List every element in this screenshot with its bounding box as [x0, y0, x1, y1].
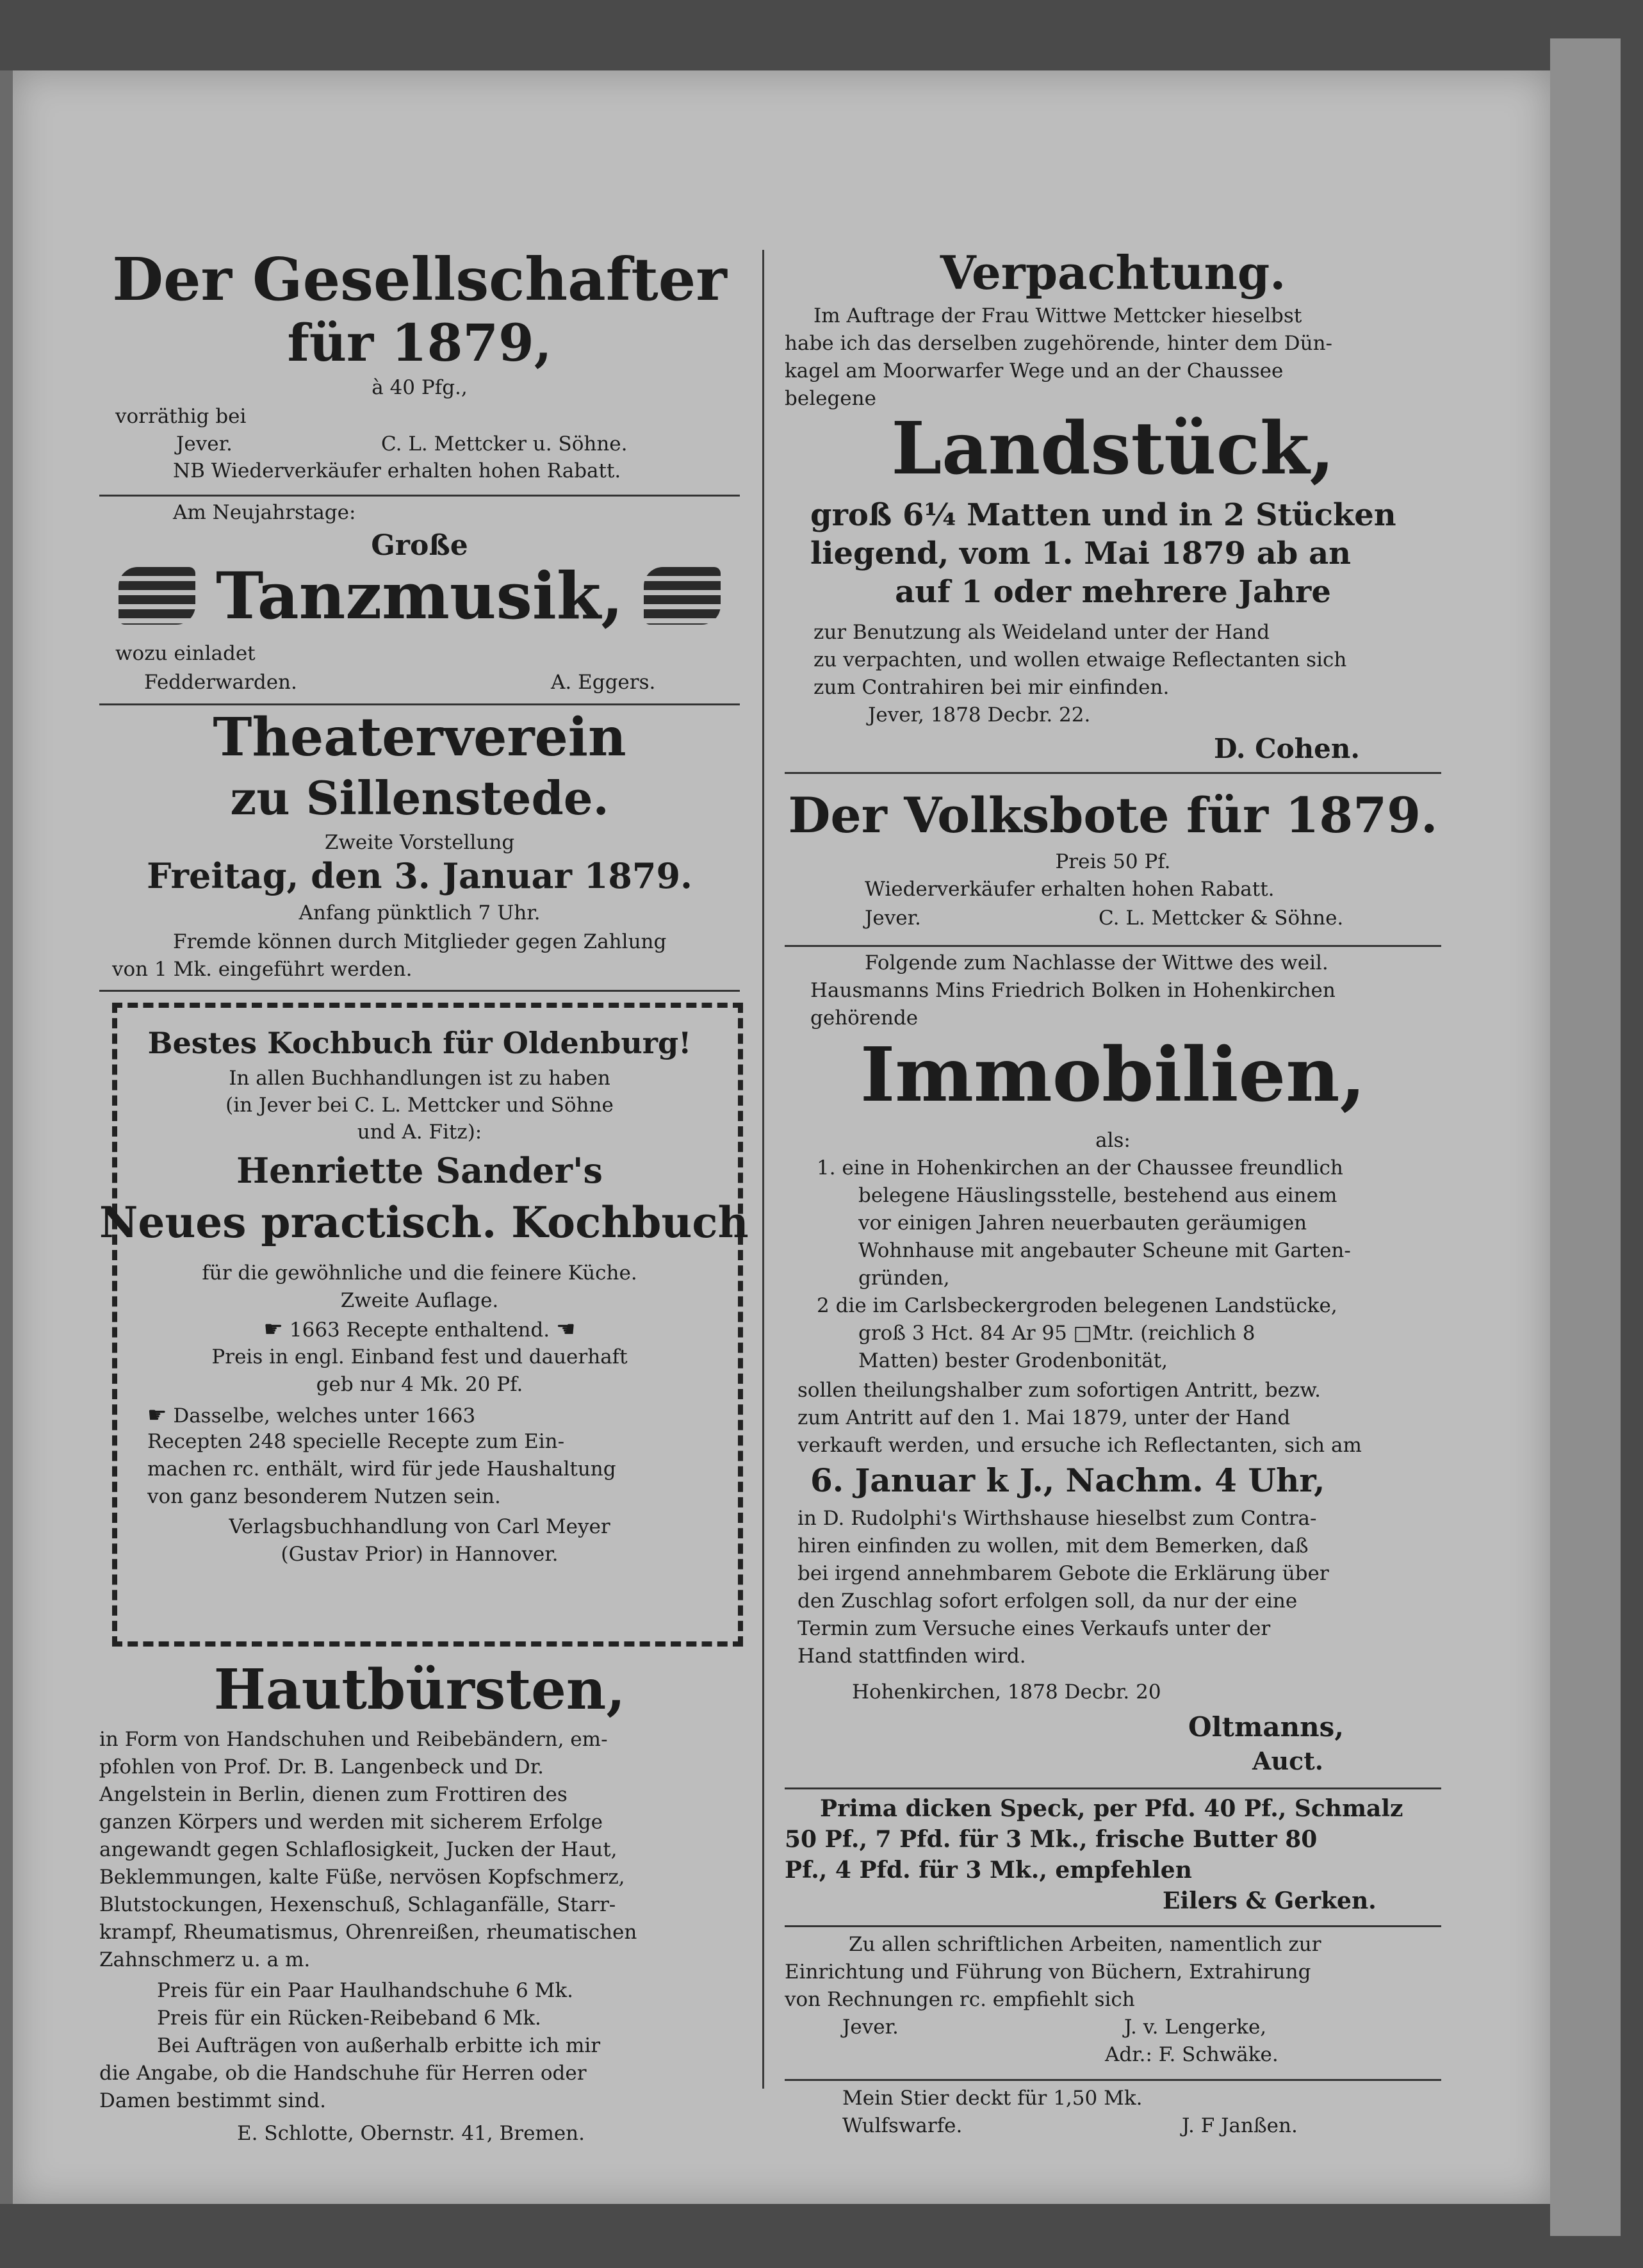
kochbuch-recipes — [99, 1319, 740, 1340]
page-edge — [1550, 38, 1621, 2236]
immobilien-item: Matten) bester Grodenbonität, — [858, 1349, 1168, 1372]
pointing-finger-icon: ☚ — [555, 1317, 576, 1342]
immobilien-role: Auct. — [1252, 1746, 1324, 1775]
rule — [785, 945, 1441, 947]
verpachtung-m2: liegend, vom 1. Mai 1879 ab an — [810, 536, 1352, 571]
immobilien-t1: sollen theilungshalber zum sofortigen Antritt, bezw. — [797, 1379, 1321, 1402]
volksbote-seller: C. L. Mettcker & Söhne. — [1099, 907, 1344, 930]
kochbuch-l4: für die gewöhnliche und die feinere Küche. — [202, 1261, 637, 1285]
verpachtung-big: Landstück, — [891, 407, 1335, 491]
gesellschafter-note: NB Wiederverkäufer erhalten hohen Rabatt. — [173, 459, 621, 482]
hautbuersten-o2: die Angabe, ob die Handschuhe für Herren oder — [99, 2062, 587, 2085]
verpachtung-line: belegene — [785, 387, 876, 410]
column-divider — [762, 250, 764, 2089]
tanzmusik-intro: Am Neujahrstage: — [173, 501, 356, 524]
verpachtung-m3: auf 1 oder mehrere Jahre — [895, 574, 1331, 610]
immobilien-u6: Hand stattfinden wird. — [797, 1645, 1026, 1668]
immobilien-item: 1. eine in Hohenkirchen an der Chaussee freundlich — [817, 1156, 1343, 1179]
hautbuersten-line: krampf, Rheumatismus, Ohrenreißen, rheumatischen — [99, 1921, 637, 1944]
speck-l3: Pf., 4 Pfd. für 3 Mk., empfehlen — [785, 1857, 1192, 1884]
theater-start: Anfang pünktlich 7 Uhr. — [298, 901, 541, 924]
speck-l2: 50 Pf., 7 Pfd. für 3 Mk., frische Butter 80 — [785, 1826, 1318, 1853]
arbeiten-l3: von Rechnungen rc. empfiehlt sich — [785, 1988, 1135, 2011]
theater-show: Zweite Vorstellung — [324, 831, 515, 854]
theater-line2: von 1 Mk. eingeführt werden. — [112, 958, 413, 981]
arbeiten-name: J. v. Lengerke, — [1124, 2016, 1267, 2039]
volksbote-title: Der Volksbote für 1879. — [788, 787, 1438, 844]
pointing-finger-icon: ☛ — [147, 1402, 167, 1428]
tanzmusik-place: Fedderwarden. — [144, 671, 297, 694]
kochbuch-title: Neues practisch. Kochbuch — [99, 1197, 749, 1247]
verpachtung-s3: zum Contrahiren bei mir einfinden. — [813, 676, 1170, 699]
immobilien-item: Wohnhause mit angebauter Scheune mit Garten- — [858, 1239, 1351, 1262]
immobilien-u5: Termin zum Versuche eines Verkaufs unter der — [797, 1617, 1271, 1640]
immobilien-u1: in D. Rudolphi's Wirthshause hieselbst zum Contra- — [797, 1507, 1317, 1530]
immobilien-u2: hiren einfinden zu wollen, mit dem Bemerken, daß — [797, 1534, 1309, 1557]
hautbuersten-p2: Preis für ein Rücken-Reibeband 6 Mk. — [157, 2007, 541, 2030]
kochbuch-b1-text: Dasselbe, welches unter 1663 — [173, 1404, 476, 1427]
immobilien-i2: Hausmanns Mins Friedrich Bolken in Hohenkirchen — [810, 979, 1336, 1002]
hautbuersten-line: in Form von Handschuhen und Reibebändern, em- — [99, 1728, 608, 1751]
pointing-finger-icon: ☛ — [263, 1317, 284, 1342]
kochbuch-b3: machen rc. enthält, wird für jede Haushaltung — [147, 1458, 616, 1481]
immobilien-item: belegene Häuslingsstelle, bestehend aus einem — [858, 1184, 1337, 1207]
hautbuersten-o1: Bei Aufträgen von außerhalb erbitte ich mir — [157, 2034, 601, 2057]
immobilien-i3: gehörende — [810, 1007, 919, 1030]
immobilien-item: vor einigen Jahren neuerbauten geräumigen — [858, 1212, 1307, 1235]
gesellschafter-place: Jever. — [176, 432, 233, 456]
kochbuch-l3: und A. Fitz): — [357, 1121, 482, 1144]
immobilien-u3: bei irgend annehmbarem Gebote die Erklärung über — [797, 1562, 1329, 1585]
theater-subtitle: zu Sillenstede. — [230, 771, 609, 825]
kochbuch-price1: Preis in engl. Einband fest und dauerhaft — [211, 1345, 628, 1368]
verpachtung-title: Verpachtung. — [940, 245, 1286, 300]
immobilien-als: als: — [1095, 1129, 1131, 1152]
stier-l1: Mein Stier deckt für 1,50 Mk. — [842, 2087, 1143, 2110]
theater-line1: Fremde können durch Mitglieder gegen Zahlung — [173, 930, 667, 953]
tanzmusik-title: Tanzmusik, — [215, 558, 624, 634]
hautbuersten-line: Zahnschmerz u. a m. — [99, 1948, 311, 1971]
immobilien-date: 6. Januar k J., Nachm. 4 Uhr, — [810, 1461, 1325, 1499]
immobilien-u4: den Zuschlag sofort erfolgen soll, da nur der eine — [797, 1590, 1298, 1613]
arbeiten-place: Jever. — [842, 2016, 899, 2039]
tanzmusik-pre: Große — [371, 529, 468, 562]
hautbuersten-line: Angelstein in Berlin, dienen zum Frottiren des — [99, 1783, 568, 1806]
immobilien-title: Immobilien, — [860, 1031, 1366, 1119]
hautbuersten-line: Blutstockungen, Hexenschuß, Schlaganfälle, Starr- — [99, 1893, 616, 1916]
rule — [785, 2079, 1441, 2081]
kochbuch-publisher2: (Gustav Prior) in Hannover. — [281, 1543, 559, 1566]
speck-sign: Eilers & Gerken. — [1163, 1887, 1377, 1914]
hautbuersten-p1: Preis für ein Paar Haulhandschuhe 6 Mk. — [157, 1979, 573, 2002]
theater-date: Freitag, den 3. Januar 1879. — [147, 855, 692, 896]
kochbuch-publisher1: Verlagsbuchhandlung von Carl Meyer — [229, 1515, 610, 1538]
kochbuch-price2: geb nur 4 Mk. 20 Pf. — [316, 1373, 523, 1396]
verpachtung-m1: groß 6¼ Matten und in 2 Stücken — [810, 497, 1396, 533]
kochbuch-b1 — [147, 1404, 475, 1426]
tanzmusik-invite: wozu einladet — [115, 642, 256, 665]
kochbuch-headline: Bestes Kochbuch für Oldenburg! — [147, 1026, 692, 1060]
immobilien-sign: Oltmanns, — [1188, 1711, 1344, 1743]
rule — [785, 772, 1441, 774]
hautbuersten-line: pfohlen von Prof. Dr. B. Langenbeck und Dr. — [99, 1755, 544, 1779]
gesellschafter-price: à 40 Pfg., — [372, 376, 468, 399]
kochbuch-b4: von ganz besonderem Nutzen sein. — [147, 1485, 501, 1508]
rule — [99, 703, 740, 705]
immobilien-t2: zum Antritt auf den 1. Mai 1879, unter der Hand — [797, 1406, 1291, 1429]
rule — [785, 1787, 1441, 1789]
verpachtung-line: Im Auftrage der Frau Wittwe Mettcker hieselbst — [813, 304, 1302, 327]
arbeiten-l2: Einrichtung und Führung von Büchern, Extrahirung — [785, 1960, 1311, 1984]
immobilien-item: groß 3 Hct. 84 Ar 95 □Mtr. (reichlich 8 — [858, 1322, 1255, 1345]
left-column — [99, 167, 749, 2217]
hautbuersten-title: Hautbürsten, — [213, 1657, 626, 1722]
speck-l1: Prima dicken Speck, per Pfd. 40 Pf., Schmalz — [820, 1795, 1403, 1822]
stier-name: J. F Janßen. — [1182, 2114, 1298, 2137]
immobilien-item: 2 die im Carlsbeckergroden belegenen Landstücke, — [817, 1294, 1337, 1317]
gesellschafter-available: vorräthig bei — [115, 405, 247, 428]
kochbuch-b2: Recepten 248 specielle Recepte zum Ein- — [147, 1430, 565, 1453]
arbeiten-l1: Zu allen schriftlichen Arbeiten, namentlich zur — [849, 1933, 1321, 1956]
gesellschafter-seller: C. L. Mettcker u. Söhne. — [381, 432, 628, 456]
theater-title: Theaterverein — [213, 707, 626, 768]
right-column — [785, 167, 1441, 2217]
immobilien-t3: verkauft werden, und ersuche ich Reflectanten, sich am — [797, 1434, 1362, 1457]
volksbote-note: Wiederverkäufer erhalten hohen Rabatt. — [865, 878, 1275, 901]
tanzmusik-name: A. Eggers. — [551, 671, 656, 694]
arbeiten-adr: Adr.: F. Schwäke. — [1105, 2043, 1279, 2066]
verpachtung-sign: D. Cohen. — [1214, 733, 1361, 764]
kochbuch-recipes-text: 1663 Recepte enthaltend. — [289, 1319, 550, 1342]
hautbuersten-line: angewandt gegen Schlaflosigkeit, Jucken der Haut, — [99, 1838, 617, 1861]
hautbuersten-o3: Damen bestimmt sind. — [99, 2089, 326, 2112]
stier-place: Wulfswarfe. — [842, 2114, 963, 2137]
hautbuersten-sign: E. Schlotte, Obernstr. 41, Bremen. — [237, 2122, 585, 2145]
kochbuch-edition: Zweite Auflage. — [340, 1289, 499, 1312]
rule — [785, 1925, 1441, 1927]
volksbote-price: Preis 50 Pf. — [1055, 850, 1171, 873]
pointing-hand-icon — [644, 567, 721, 625]
verpachtung-s2: zu verpachten, und wollen etwaige Reflectanten sich — [813, 648, 1347, 671]
verpachtung-line: kagel am Moorwarfer Wege und an der Chaussee — [785, 359, 1284, 382]
immobilien-i1: Folgende zum Nachlasse der Wittwe des weil. — [865, 951, 1328, 974]
hautbuersten-line: ganzen Körpers und werden mit sicherem Erfolge — [99, 1811, 603, 1834]
immobilien-place: Hohenkirchen, 1878 Decbr. 20 — [852, 1680, 1161, 1704]
verpachtung-line: habe ich das derselben zugehörende, hinter dem Dün- — [785, 332, 1333, 355]
gesellschafter-title: Der Gesellschafter — [112, 245, 727, 314]
immobilien-item: gründen, — [858, 1267, 950, 1290]
kochbuch-l1: In allen Buchhandlungen ist zu haben — [229, 1067, 610, 1090]
verpachtung-s1: zur Benutzung als Weideland unter der Hand — [813, 621, 1270, 644]
rule — [99, 495, 740, 497]
kochbuch-author: Henriette Sander's — [236, 1150, 603, 1191]
volksbote-place: Jever. — [865, 907, 921, 930]
rule — [99, 990, 740, 992]
gesellschafter-year: für 1879, — [287, 313, 552, 373]
verpachtung-date: Jever, 1878 Decbr. 22. — [868, 703, 1091, 727]
hautbuersten-line: Beklemmungen, kalte Füße, nervösen Kopfschmerz, — [99, 1866, 625, 1889]
kochbuch-l2: (in Jever bei C. L. Mettcker und Söhne — [225, 1094, 614, 1117]
book-gutter — [0, 70, 13, 2204]
